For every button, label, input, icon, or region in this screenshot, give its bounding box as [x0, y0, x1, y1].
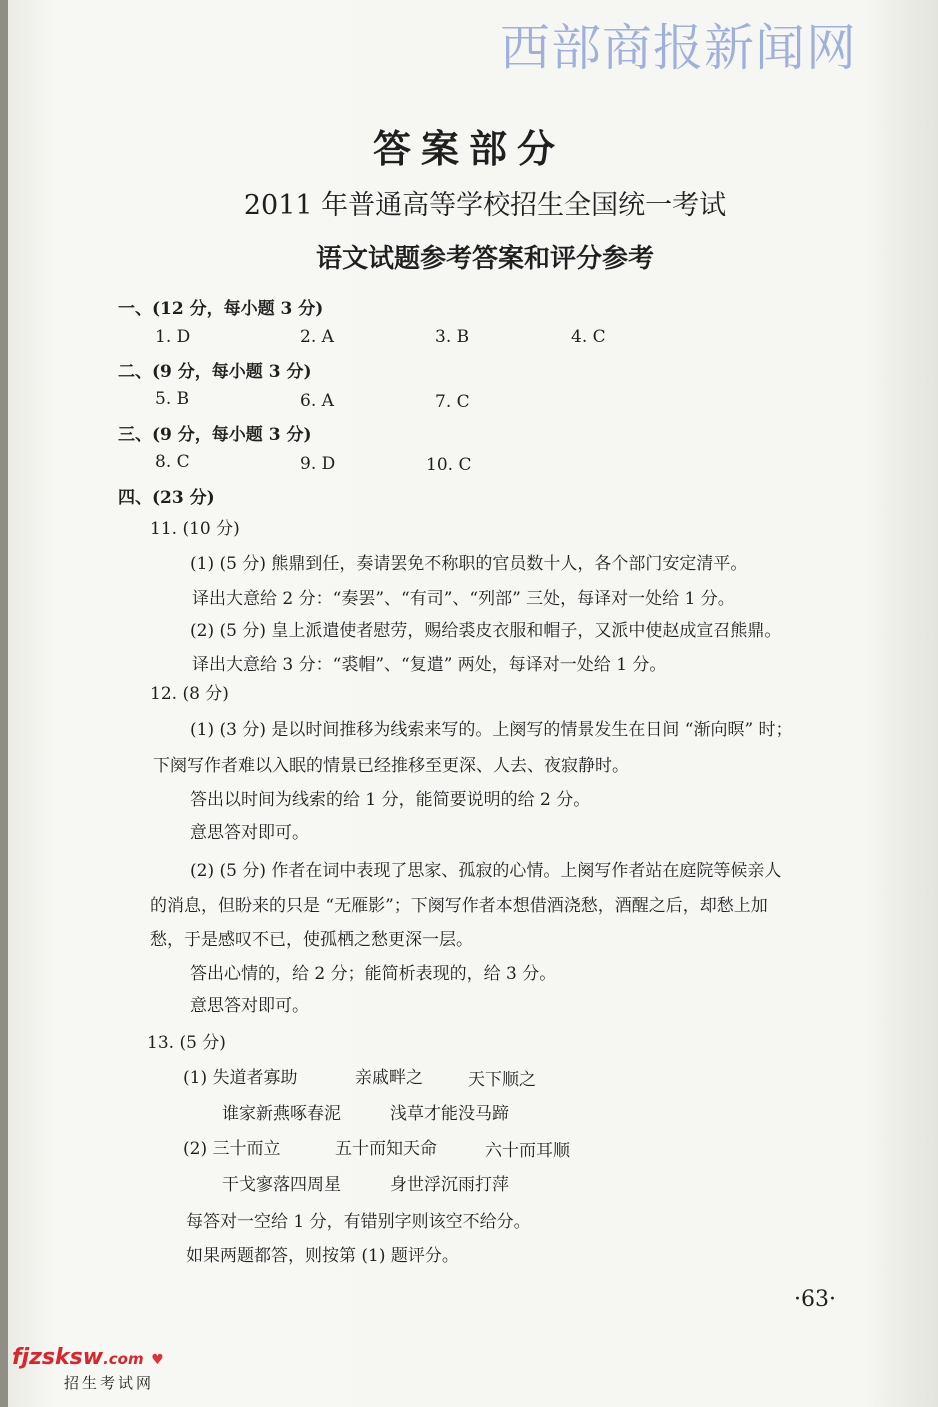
q13-row4-a: 干戈寥落四周星: [222, 1175, 341, 1195]
q13-row2-a: 谁家新燕啄春泥: [222, 1104, 341, 1124]
q13-row2-b: 浅草才能没马蹄: [390, 1104, 509, 1124]
q13-label: 13. (5 分): [147, 1033, 226, 1053]
q12-answer-2-line2: 的消息，但盼来的只是 “无雁影”；下阕写作者本想借酒浇愁，酒醒之后，却愁上加: [150, 896, 768, 916]
q13-note-1: 每答对一空给 1 分，有错别字则该空不给分。: [186, 1212, 531, 1232]
q13-row1-c: 天下顺之: [468, 1070, 536, 1090]
q11-answer-1: (1) (5 分) 熊鼎到任，奏请罢免不称职的官员数十人，各个部门安定清平。: [190, 554, 748, 574]
logo-main-text: fjzsksw: [12, 1345, 104, 1370]
q12-answer-1-line2: 下阕写作者难以入眠的情景已经推移至更深、人去、夜寂静时。: [153, 756, 629, 776]
q13-row3-a: (2) 三十而立: [183, 1139, 281, 1159]
watermark-text: 西部商报新闻网: [500, 19, 857, 77]
q11-note-1: 译出大意给 2 分：“奏罢”、“有司”、“列部” 三处，每译对一处给 1 分。: [192, 589, 735, 609]
answer-9: 9. D: [300, 454, 336, 474]
section1-header: 一、(12 分，每小题 3 分): [118, 299, 324, 319]
page-title: 答案部分: [372, 127, 565, 171]
answer-6: 6. A: [300, 391, 334, 411]
logo-domain-suffix: .com: [103, 1350, 144, 1368]
q11-label: 11. (10 分): [150, 519, 240, 539]
q13-note-2: 如果两题都答，则按第 (1) 题评分。: [186, 1246, 459, 1266]
answer-7: 7. C: [435, 392, 470, 412]
logo-subtitle: 招生考试网: [64, 1374, 155, 1392]
q12-note-1: 答出以时间为线索的给 1 分，能简要说明的给 2 分。: [190, 790, 591, 810]
answer-1: 1. D: [155, 327, 191, 347]
q13-row3-b: 五十而知天命: [335, 1139, 437, 1159]
q11-note-2: 译出大意给 3 分：“裘帽”、“复遣” 两处，每译对一处给 1 分。: [192, 655, 667, 675]
q11-answer-2: (2) (5 分) 皇上派遣使者慰劳，赐给裘皮衣服和帽子，又派中使赵成宣召熊鼎。: [190, 621, 782, 641]
answer-10: 10. C: [426, 455, 472, 475]
q12-answer-2-line1: (2) (5 分) 作者在词中表现了思家、孤寂的心情。上阕写作者站在庭院等候亲人: [190, 861, 782, 881]
q12-note-2: 意思答对即可。: [190, 823, 309, 843]
answer-2: 2. A: [300, 327, 334, 347]
answer-8: 8. C: [155, 452, 190, 472]
exam-subtitle: 2011 年普通高等学校招生全国统一考试: [243, 190, 727, 221]
section3-header: 三、(9 分，每小题 3 分): [118, 425, 312, 445]
answer-3: 3. B: [435, 327, 470, 347]
q12-note-4: 意思答对即可。: [190, 996, 309, 1016]
q12-label: 12. (8 分): [150, 684, 229, 704]
site-logo[interactable]: [12, 1345, 164, 1370]
heart-icon: ♥: [151, 1352, 164, 1368]
q12-answer-2-line3: 愁，于是感叹不已，使孤栖之愁更深一层。: [150, 930, 473, 950]
answer-4: 4. C: [571, 327, 606, 347]
section-title: 语文试题参考答案和评分参考: [315, 244, 654, 274]
section4-header: 四、(23 分): [118, 488, 215, 508]
q13-row1-a: (1) 失道者寡助: [183, 1068, 298, 1088]
answer-5: 5. B: [155, 389, 190, 409]
q13-row3-c: 六十而耳顺: [485, 1141, 570, 1161]
page-number: ·63·: [794, 1287, 836, 1312]
q13-row1-b: 亲戚畔之: [355, 1068, 423, 1088]
q13-row4-b: 身世浮沉雨打萍: [390, 1175, 509, 1195]
q12-answer-1-line1: (1) (3 分) 是以时间推移为线索来写的。上阕写的情景发生在日间 “渐向暝” 时；: [190, 720, 793, 740]
q12-note-3: 答出心情的，给 2 分；能简析表现的，给 3 分。: [190, 964, 557, 984]
section2-header: 二、(9 分，每小题 3 分): [118, 362, 312, 382]
